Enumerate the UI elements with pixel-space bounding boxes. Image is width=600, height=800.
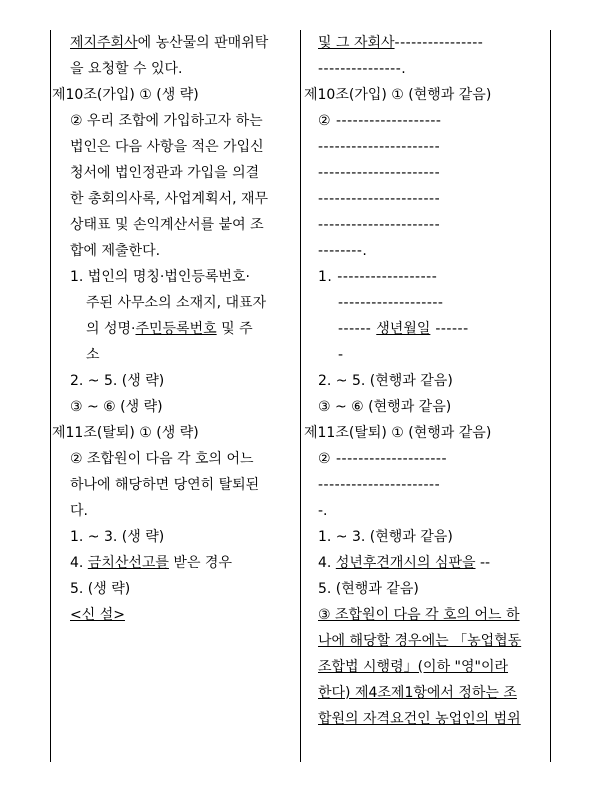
list-item-2-5: 2. ~ 5. (현행과 같음) <box>318 373 453 389</box>
text-line: ② ------------------- <box>318 113 442 129</box>
table-border-left <box>50 30 51 762</box>
text-line: ---------------------- <box>318 139 441 155</box>
text-line: --------. <box>318 243 368 259</box>
new-paragraph-3: ③ 조합원이 다음 각 호의 어느 하 <box>318 607 520 623</box>
text-line: ---------------------- <box>318 191 441 207</box>
text-line: 한 총회의사록, 사업계획서, 재무 <box>70 191 269 207</box>
text-line: 하나에 해당하면 당연히 탈퇴된 <box>70 477 260 493</box>
text-line: 및 그 자회사---------------- <box>318 35 484 51</box>
underlined-term: 및 그 자회사 <box>318 35 395 51</box>
list-item-1: 1. ------------------ <box>318 269 438 285</box>
text-line: 상태표 및 손익계산서를 붙여 조 <box>70 217 264 233</box>
underlined-term: 성년후견개시의 심판을 <box>335 555 476 571</box>
article-10-heading: 제10조(가입) ① (현행과 같음) <box>304 87 492 103</box>
list-item-5: 5. (생 략) <box>70 581 131 597</box>
text-line: 제지주회사에 농산물의 판매위탁 <box>70 35 269 51</box>
article-11-heading: 제11조(탈퇴) ① (현행과 같음) <box>304 425 492 441</box>
text-line: - <box>338 347 344 363</box>
left-column-current-text <box>52 30 302 628</box>
paragraph-3-6: ③ ~ ⑥ (현행과 같음) <box>318 399 452 415</box>
underlined-term: 금치산선고를 <box>87 555 169 571</box>
text-line: 의 성명·주민등록번호 및 주 <box>86 321 253 337</box>
underlined-term: 생년월일 <box>376 321 431 337</box>
list-item-1-3: 1. ~ 3. (현행과 같음) <box>318 529 453 545</box>
list-item-1-3: 1. ~ 3. (생 략) <box>70 529 165 545</box>
text-line: ------ 생년월일 ------ <box>338 321 469 337</box>
article-10-heading: 제10조(가입) ① (생 략) <box>52 87 199 103</box>
text-line: 을 요청할 수 있다. <box>70 61 183 77</box>
text-line: 조합법 시행령」(이하 "영"이라 <box>318 659 509 675</box>
article-11-heading: 제11조(탈퇴) ① (생 략) <box>52 425 199 441</box>
list-item-2-5: 2. ~ 5. (생 략) <box>70 373 165 389</box>
text-line: 나에 해당할 경우에는 「농업협동 <box>318 633 522 649</box>
text-line: ------------------- <box>338 295 444 311</box>
underlined-term: 주민등록번호 <box>135 321 217 337</box>
table-border-right <box>550 30 551 762</box>
text-line: ---------------------- <box>318 477 441 493</box>
text-line: ② 우리 조합에 가입하고자 하는 <box>70 113 263 129</box>
text-line: ② -------------------- <box>318 451 448 467</box>
text-line: ---------------------- <box>318 217 441 233</box>
text-line: ② 조합원이 다음 각 호의 어느 <box>70 451 254 467</box>
text-line: 청서에 법인정관과 가입을 의결 <box>70 165 260 181</box>
text-line: -. <box>318 503 328 519</box>
right-column-amended-text <box>304 30 548 732</box>
text-line: 합원의 자격요건인 농업인의 범위 <box>318 711 521 727</box>
list-item-5: 5. (현행과 같음) <box>318 581 419 597</box>
text-line: 법인은 다음 사항을 적은 가입신 <box>70 139 264 155</box>
new-provision-marker: <신 설> <box>70 607 125 623</box>
paragraph-3-6: ③ ~ ⑥ (생 략) <box>70 399 163 415</box>
text-line: ---------------------- <box>318 165 441 181</box>
underlined-term: 제지주회사 <box>70 35 138 51</box>
text-line: 소 <box>86 347 100 363</box>
list-item-1: 1. 법인의 명칭·법인등록번호· <box>70 269 250 285</box>
text-line: ---------------. <box>318 61 407 77</box>
text-line: 한다) 제4조제1항에서 정하는 조 <box>318 685 517 701</box>
text-line: 주된 사무소의 소재지, 대표자 <box>86 295 267 311</box>
list-item-4: 4. 성년후견개시의 심판을 -- <box>318 555 491 571</box>
text-line: 합에 제출한다. <box>70 243 161 259</box>
text-line: 다. <box>70 503 88 519</box>
list-item-4: 4. 금치산선고를 받은 경우 <box>70 555 232 571</box>
